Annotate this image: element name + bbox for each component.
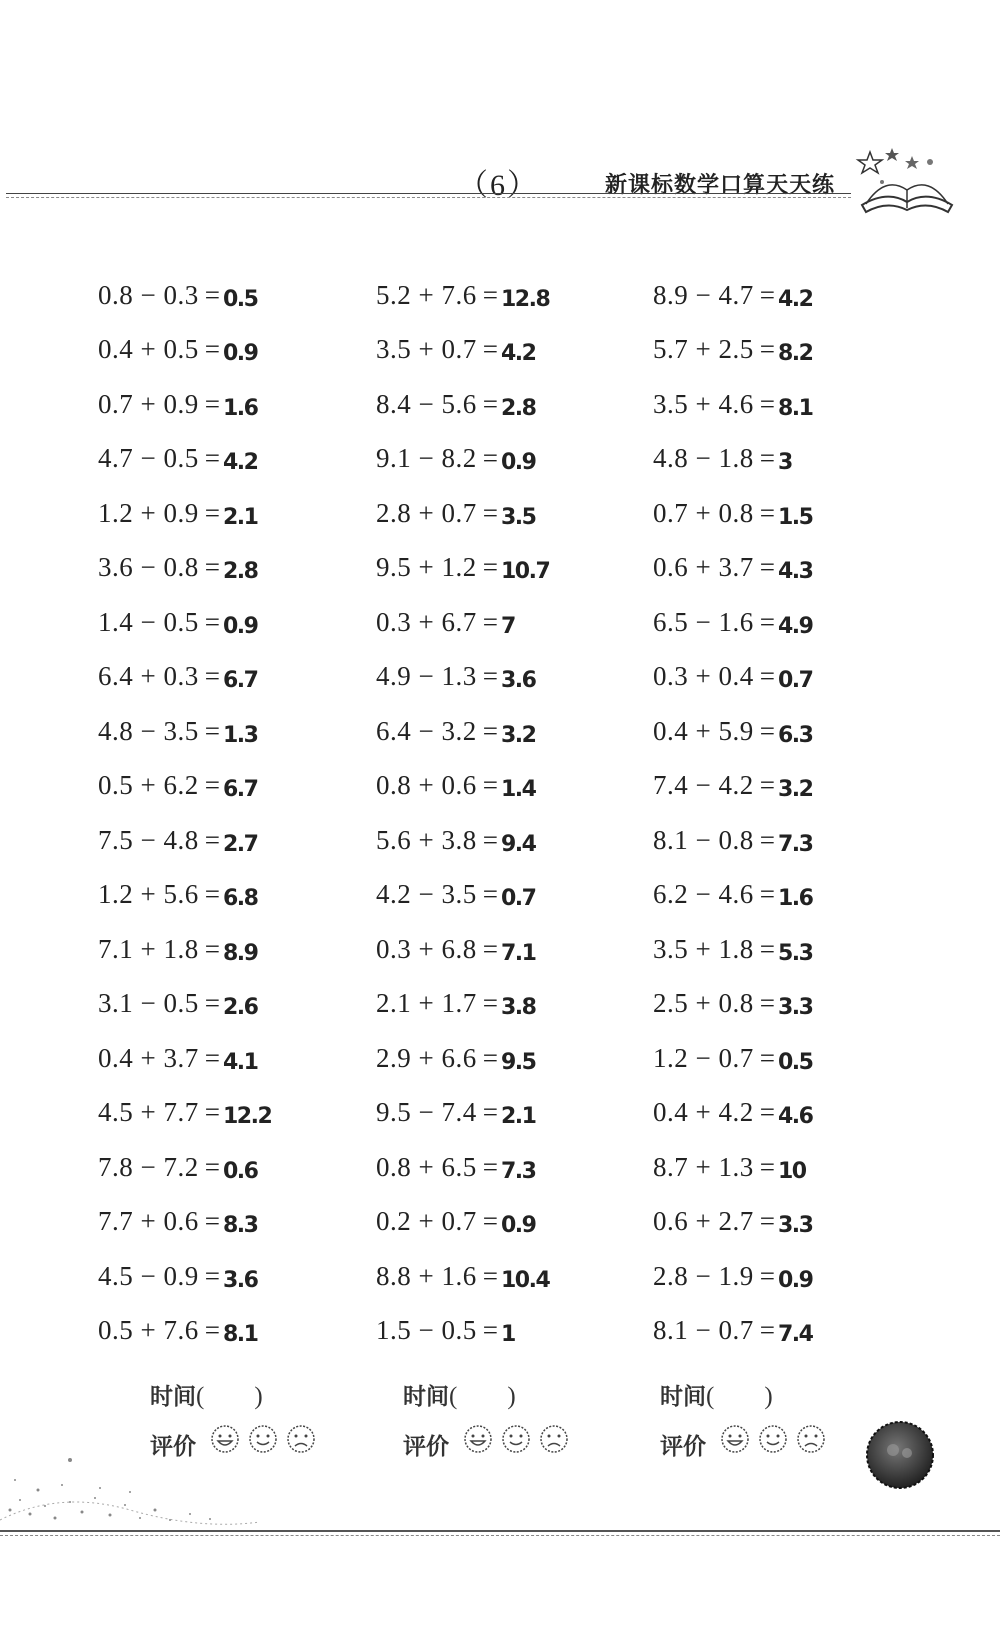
- page-number-circle-icon: [865, 1420, 935, 1490]
- handwritten-answer: 7.4: [777, 1322, 813, 1348]
- problem-row: [98, 759, 358, 814]
- equals-sign: =: [204, 1042, 220, 1073]
- handwritten-answer: 1.6: [777, 886, 813, 912]
- problem-column-3: [653, 268, 913, 1358]
- equals-sign: =: [759, 279, 775, 310]
- problem-row: [376, 922, 636, 977]
- equals-sign: =: [482, 552, 498, 583]
- equals-sign: =: [482, 279, 498, 310]
- problem-row: [98, 650, 358, 705]
- handwritten-answer: 0.7: [777, 668, 813, 694]
- problem-row: [653, 1249, 913, 1304]
- handwritten-answer: 8.3: [222, 1213, 258, 1239]
- problem-expression: 1.2 + 5.6: [98, 879, 199, 910]
- rating-faces-2: [463, 1424, 569, 1454]
- equals-sign: =: [759, 606, 775, 637]
- handwritten-answer: 2.1: [222, 504, 258, 530]
- problem-row: [653, 868, 913, 923]
- problem-expression: 7.1 + 1.8: [98, 933, 199, 964]
- handwritten-answer: 8.9: [222, 940, 258, 966]
- problem-row: [98, 1195, 358, 1250]
- section-number: （6）: [458, 169, 539, 202]
- problem-row: [376, 1195, 636, 1250]
- handwritten-answer: 5.3: [777, 940, 813, 966]
- handwritten-answer: 3.3: [777, 1213, 813, 1239]
- handwritten-answer: 4.6: [777, 1104, 813, 1130]
- problem-row: [376, 977, 636, 1032]
- equals-sign: =: [204, 661, 220, 692]
- problem-expression: 0.4 + 4.2: [653, 1097, 754, 1128]
- equals-sign: =: [759, 770, 775, 801]
- problem-expression: 5.7 + 2.5: [653, 334, 754, 365]
- equals-sign: =: [204, 497, 220, 528]
- sad-face-icon: [796, 1424, 826, 1454]
- problem-expression: 0.7 + 0.8: [653, 497, 754, 528]
- handwritten-answer: 10: [777, 1158, 806, 1184]
- problem-expression: 0.5 + 7.6: [98, 1315, 199, 1346]
- handwritten-answer: 3.2: [777, 777, 813, 803]
- equals-sign: =: [482, 334, 498, 365]
- equals-sign: =: [204, 606, 220, 637]
- problem-expression: 5.2 + 7.6: [376, 279, 477, 310]
- handwritten-answer: 12.2: [222, 1104, 272, 1130]
- problem-expression: 2.8 − 1.9: [653, 1260, 754, 1291]
- handwritten-answer: 4.3: [777, 559, 813, 585]
- equals-sign: =: [204, 1097, 220, 1128]
- equals-sign: =: [759, 661, 775, 692]
- equals-sign: =: [759, 879, 775, 910]
- handwritten-answer: 0.9: [500, 450, 536, 476]
- equals-sign: =: [482, 1206, 498, 1237]
- problem-row: [376, 1031, 636, 1086]
- problem-row: [653, 650, 913, 705]
- handwritten-answer: 0.5: [222, 286, 258, 312]
- handwritten-answer: 0.6: [222, 1158, 258, 1184]
- equals-sign: =: [482, 661, 498, 692]
- handwritten-answer: 4.2: [500, 341, 536, 367]
- handwritten-answer: 0.7: [500, 886, 536, 912]
- problem-expression: 9.5 − 7.4: [376, 1097, 477, 1128]
- handwritten-answer: 1.4: [500, 777, 536, 803]
- problem-row: [98, 977, 358, 1032]
- handwritten-answer: 1: [500, 1322, 515, 1348]
- problem-row: [98, 432, 358, 487]
- problem-row: [653, 922, 913, 977]
- handwritten-answer: 3.8: [500, 995, 536, 1021]
- problem-row: [653, 813, 913, 868]
- handwritten-answer: 3.5: [500, 504, 536, 530]
- problem-expression: 0.5 + 6.2: [98, 770, 199, 801]
- problem-row: [98, 377, 358, 432]
- equals-sign: =: [759, 334, 775, 365]
- equals-sign: =: [482, 1097, 498, 1128]
- problem-row: [98, 813, 358, 868]
- problem-expression: 8.1 − 0.7: [653, 1315, 754, 1346]
- equals-sign: =: [759, 1206, 775, 1237]
- time-label-3: [660, 1376, 773, 1412]
- problem-row: [98, 541, 358, 596]
- equals-sign: =: [482, 1315, 498, 1346]
- problem-row: [98, 1249, 358, 1304]
- problem-row: [376, 541, 636, 596]
- problem-expression: 1.4 − 0.5: [98, 606, 199, 637]
- equals-sign: =: [204, 770, 220, 801]
- handwritten-answer: 6.8: [222, 886, 258, 912]
- equals-sign: =: [204, 1151, 220, 1182]
- equals-sign: =: [759, 1097, 775, 1128]
- problem-row: [653, 1086, 913, 1141]
- problem-expression: 0.3 + 0.4: [653, 661, 754, 692]
- footer-rule: [0, 1530, 1000, 1532]
- problem-expression: 3.6 − 0.8: [98, 552, 199, 583]
- handwritten-answer: 3.6: [500, 668, 536, 694]
- time-blank: ( ): [196, 1383, 263, 1410]
- problem-row: [98, 486, 358, 541]
- equals-sign: =: [759, 1315, 775, 1346]
- header-rule: [6, 193, 851, 194]
- handwritten-answer: 7.3: [500, 1158, 536, 1184]
- problem-expression: 8.7 + 1.3: [653, 1151, 754, 1182]
- problem-row: [376, 323, 636, 378]
- problem-expression: 2.8 + 0.7: [376, 497, 477, 528]
- problem-expression: 0.3 + 6.8: [376, 933, 477, 964]
- sad-face-icon: [539, 1424, 569, 1454]
- equals-sign: =: [482, 497, 498, 528]
- time-label-1: [150, 1376, 263, 1412]
- handwritten-answer: 2.8: [222, 559, 258, 585]
- equals-sign: =: [204, 1206, 220, 1237]
- problem-expression: 2.9 + 6.6: [376, 1042, 477, 1073]
- problem-row: [653, 1195, 913, 1250]
- problem-expression: 9.1 − 8.2: [376, 443, 477, 474]
- equals-sign: =: [482, 879, 498, 910]
- problem-expression: 7.4 − 4.2: [653, 770, 754, 801]
- handwritten-answer: 7.1: [500, 940, 536, 966]
- equals-sign: =: [482, 1151, 498, 1182]
- handwritten-answer: 2.1: [500, 1104, 536, 1130]
- problem-expression: 8.4 − 5.6: [376, 388, 477, 419]
- equals-sign: =: [204, 715, 220, 746]
- time-label-2: [403, 1376, 516, 1412]
- problem-row: [98, 922, 358, 977]
- header-rule-dashed: [6, 197, 851, 198]
- problem-row: [653, 595, 913, 650]
- problem-column-2: [376, 268, 636, 1358]
- handwritten-answer: 7: [500, 613, 515, 639]
- problem-expression: 4.8 − 1.8: [653, 443, 754, 474]
- problem-row: [653, 323, 913, 378]
- eval-label-2: 评价: [403, 1434, 449, 1460]
- handwritten-answer: 4.2: [777, 286, 813, 312]
- problem-expression: 6.2 − 4.6: [653, 879, 754, 910]
- problem-expression: 0.8 − 0.3: [98, 279, 199, 310]
- problem-row: [653, 1031, 913, 1086]
- handwritten-answer: 3.6: [222, 1267, 258, 1293]
- open-book-with-stars-icon: [852, 140, 962, 220]
- problem-row: [376, 759, 636, 814]
- problem-expression: 1.5 − 0.5: [376, 1315, 477, 1346]
- handwritten-answer: 1.6: [222, 395, 258, 421]
- equals-sign: =: [759, 715, 775, 746]
- equals-sign: =: [482, 1042, 498, 1073]
- problem-row: [653, 1304, 913, 1359]
- problem-expression: 2.1 + 1.7: [376, 988, 477, 1019]
- handwritten-answer: 8.1: [222, 1322, 258, 1348]
- happy-face-icon: [720, 1424, 750, 1454]
- problem-expression: 0.8 + 0.6: [376, 770, 477, 801]
- handwritten-answer: 0.9: [222, 341, 258, 367]
- handwritten-answer: 10.4: [500, 1267, 550, 1293]
- handwritten-answer: 0.9: [777, 1267, 813, 1293]
- eval-label-1: 评价: [150, 1434, 196, 1460]
- handwritten-answer: 10.7: [500, 559, 550, 585]
- problem-row: [376, 1304, 636, 1359]
- equals-sign: =: [759, 388, 775, 419]
- problem-expression: 0.7 + 0.9: [98, 388, 199, 419]
- equals-sign: =: [759, 933, 775, 964]
- problem-expression: 6.4 − 3.2: [376, 715, 477, 746]
- time-blank: ( ): [706, 1383, 773, 1410]
- equals-sign: =: [204, 279, 220, 310]
- problem-expression: 7.5 − 4.8: [98, 824, 199, 855]
- equals-sign: =: [482, 443, 498, 474]
- time-text: 时间: [403, 1384, 449, 1410]
- handwritten-answer: 6.3: [777, 722, 813, 748]
- smile-face-icon: [758, 1424, 788, 1454]
- problem-expression: 3.5 + 1.8: [653, 933, 754, 964]
- problem-expression: 9.5 + 1.2: [376, 552, 477, 583]
- equals-sign: =: [204, 443, 220, 474]
- equals-sign: =: [759, 552, 775, 583]
- equals-sign: =: [204, 933, 220, 964]
- problem-expression: 5.6 + 3.8: [376, 824, 477, 855]
- equals-sign: =: [759, 824, 775, 855]
- problem-row: [98, 1031, 358, 1086]
- equals-sign: =: [482, 770, 498, 801]
- equals-sign: =: [482, 824, 498, 855]
- equals-sign: =: [482, 606, 498, 637]
- problem-expression: 4.8 − 3.5: [98, 715, 199, 746]
- handwritten-answer: 3: [777, 450, 792, 476]
- problem-expression: 0.4 + 0.5: [98, 334, 199, 365]
- problem-row: [376, 1140, 636, 1195]
- problem-expression: 0.2 + 0.7: [376, 1206, 477, 1237]
- problem-row: [376, 377, 636, 432]
- problem-expression: 2.5 + 0.8: [653, 988, 754, 1019]
- handwritten-answer: 12.8: [500, 286, 550, 312]
- equals-sign: =: [759, 1151, 775, 1182]
- problem-row: [98, 1086, 358, 1141]
- problem-expression: 4.5 − 0.9: [98, 1260, 199, 1291]
- problem-row: [98, 1304, 358, 1359]
- equals-sign: =: [482, 715, 498, 746]
- equals-sign: =: [759, 1260, 775, 1291]
- decorative-speckle-pattern: [0, 1440, 260, 1525]
- handwritten-answer: 4.9: [777, 613, 813, 639]
- problem-expression: 3.5 + 4.6: [653, 388, 754, 419]
- handwritten-answer: 0.9: [222, 613, 258, 639]
- equals-sign: =: [204, 552, 220, 583]
- equals-sign: =: [482, 1260, 498, 1291]
- equals-sign: =: [759, 497, 775, 528]
- equals-sign: =: [759, 443, 775, 474]
- problem-row: [376, 595, 636, 650]
- problem-row: [653, 704, 913, 759]
- problem-expression: 0.4 + 5.9: [653, 715, 754, 746]
- handwritten-answer: 0.9: [500, 1213, 536, 1239]
- problem-row: [653, 268, 913, 323]
- problem-row: [376, 268, 636, 323]
- problem-row: [376, 704, 636, 759]
- problem-row: [653, 541, 913, 596]
- problem-expression: 7.8 − 7.2: [98, 1151, 199, 1182]
- handwritten-answer: 7.3: [777, 831, 813, 857]
- problem-row: [376, 650, 636, 705]
- handwritten-answer: 6.7: [222, 668, 258, 694]
- handwritten-answer: 4.1: [222, 1049, 258, 1075]
- problem-expression: 4.2 − 3.5: [376, 879, 477, 910]
- footer-rule-dashed: [0, 1535, 1000, 1536]
- problem-row: [98, 1140, 358, 1195]
- problem-expression: 3.5 + 0.7: [376, 334, 477, 365]
- time-text: 时间: [150, 1384, 196, 1410]
- problem-row: [376, 1249, 636, 1304]
- handwritten-answer: 1.5: [777, 504, 813, 530]
- problem-expression: 1.2 − 0.7: [653, 1042, 754, 1073]
- handwritten-answer: 2.8: [500, 395, 536, 421]
- equals-sign: =: [759, 1042, 775, 1073]
- problem-expression: 8.9 − 4.7: [653, 279, 754, 310]
- problem-row: [98, 704, 358, 759]
- equals-sign: =: [204, 388, 220, 419]
- problem-expression: 1.2 + 0.9: [98, 497, 199, 528]
- problem-expression: 0.8 + 6.5: [376, 1151, 477, 1182]
- handwritten-answer: 3.2: [500, 722, 536, 748]
- equals-sign: =: [204, 1315, 220, 1346]
- equals-sign: =: [482, 988, 498, 1019]
- problem-row: [653, 1140, 913, 1195]
- rating-faces-3: [720, 1424, 826, 1454]
- problem-expression: 0.6 + 2.7: [653, 1206, 754, 1237]
- problem-row: [653, 486, 913, 541]
- problem-row: [98, 268, 358, 323]
- problem-expression: 4.7 − 0.5: [98, 443, 199, 474]
- equals-sign: =: [482, 388, 498, 419]
- problem-row: [653, 977, 913, 1032]
- problem-row: [653, 377, 913, 432]
- handwritten-answer: 9.5: [500, 1049, 536, 1075]
- problem-row: [376, 868, 636, 923]
- problem-expression: 8.1 − 0.8: [653, 824, 754, 855]
- smile-face-icon: [501, 1424, 531, 1454]
- time-blank: ( ): [449, 1383, 516, 1410]
- handwritten-answer: 0.5: [777, 1049, 813, 1075]
- book-title: 新课标数学口算天天练: [605, 173, 836, 198]
- handwritten-answer: 8.1: [777, 395, 813, 421]
- problem-expression: 0.4 + 3.7: [98, 1042, 199, 1073]
- problem-row: [98, 595, 358, 650]
- equals-sign: =: [204, 879, 220, 910]
- problem-row: [98, 323, 358, 378]
- equals-sign: =: [204, 824, 220, 855]
- problem-row: [376, 486, 636, 541]
- problem-expression: 0.6 + 3.7: [653, 552, 754, 583]
- handwritten-answer: 3.3: [777, 995, 813, 1021]
- handwritten-answer: 8.2: [777, 341, 813, 367]
- problem-row: [653, 759, 913, 814]
- problem-row: [376, 432, 636, 487]
- problem-expression: 3.1 − 0.5: [98, 988, 199, 1019]
- problem-row: [653, 432, 913, 487]
- eval-label-3: 评价: [660, 1434, 706, 1460]
- problem-expression: 0.3 + 6.7: [376, 606, 477, 637]
- problem-row: [376, 813, 636, 868]
- problem-expression: 6.4 + 0.3: [98, 661, 199, 692]
- handwritten-answer: 2.7: [222, 831, 258, 857]
- sad-face-icon: [286, 1424, 316, 1454]
- time-text: 时间: [660, 1384, 706, 1410]
- equals-sign: =: [204, 1260, 220, 1291]
- handwritten-answer: 4.2: [222, 450, 258, 476]
- problem-expression: 7.7 + 0.6: [98, 1206, 199, 1237]
- problem-column-1: [98, 268, 358, 1358]
- handwritten-answer: 6.7: [222, 777, 258, 803]
- problem-expression: 4.5 + 7.7: [98, 1097, 199, 1128]
- equals-sign: =: [482, 933, 498, 964]
- equals-sign: =: [204, 334, 220, 365]
- problem-expression: 4.9 − 1.3: [376, 661, 477, 692]
- problem-expression: 8.8 + 1.6: [376, 1260, 477, 1291]
- handwritten-answer: 9.4: [500, 831, 536, 857]
- equals-sign: =: [204, 988, 220, 1019]
- problem-expression: 6.5 − 1.6: [653, 606, 754, 637]
- equals-sign: =: [759, 988, 775, 1019]
- problem-row: [376, 1086, 636, 1141]
- handwritten-answer: 2.6: [222, 995, 258, 1021]
- handwritten-answer: 1.3: [222, 722, 258, 748]
- problem-row: [98, 868, 358, 923]
- happy-face-icon: [463, 1424, 493, 1454]
